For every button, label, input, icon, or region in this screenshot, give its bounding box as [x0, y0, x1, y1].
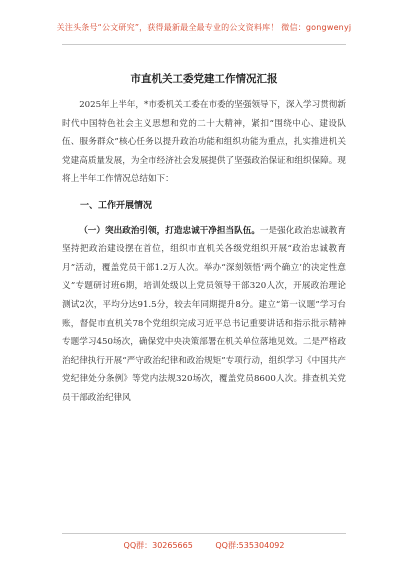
footer: [0, 540, 408, 551]
footer-qq-group-2: QQ群:535304092: [215, 541, 285, 550]
document-body: [62, 96, 346, 408]
header-divider: [62, 44, 346, 45]
intro-paragraph: 2025年上半年，*市委机关工委在市委的坚强领导下，深入学习贯彻新时代中国特色社会主义思想和党的二十大精神，紧扣“围绕中心、建设队伍、服务群众”核心任务以提升政治功能和组织功能为重点，扎实推进机关党建高质量发展，为全市经济社会发展提供了坚强政治保证和组织保障。现将上半年工作情况总结如下：: [62, 100, 346, 185]
subsection-text: 一是强化政治忠诚教育坚持把政治建设摆在首位，组织市直机关各级党组织开展“政治忠诚教育月”活动，覆盖党员干部1.2万人次。举办“深刻领悟‘两个确立’的决定性意义”专题研讨班6期，培训处级以上党员领导干部320人次，开展政治理论测试2次，平均分达91.5分，较去年同期提升8分。建立“第一议题”学习台账，督促市直机关78个党组织完成习近平总书记重要讲话和指示批示精神专题学习450场次，确保党中央决策部署在机关单位落地见效。二是严格政治纪律执行开展“严守政治纪律和政治规矩”专项行动，组织学习《中国共产党纪律处分条例》等党内法规320场次，覆盖党员8600人次。排查机关党员干部政治纪律风: [62, 225, 346, 403]
subsection-paragraph: [62, 222, 346, 408]
header-banner: 关注头条号“公文研究”，获得最新最全最专业的公文资料库！ 微信：gongwenyj: [56, 23, 352, 32]
footer-divider: [62, 533, 346, 534]
document-title: 市直机关工委党建工作情况汇报: [130, 73, 278, 85]
footer-qq-group-1: QQ群：30265665: [123, 541, 193, 550]
section-heading: 一、工作开展情况: [80, 200, 153, 211]
subsection-heading: （一）突出政治引领，打造忠诚干净担当队伍。: [79, 225, 260, 236]
